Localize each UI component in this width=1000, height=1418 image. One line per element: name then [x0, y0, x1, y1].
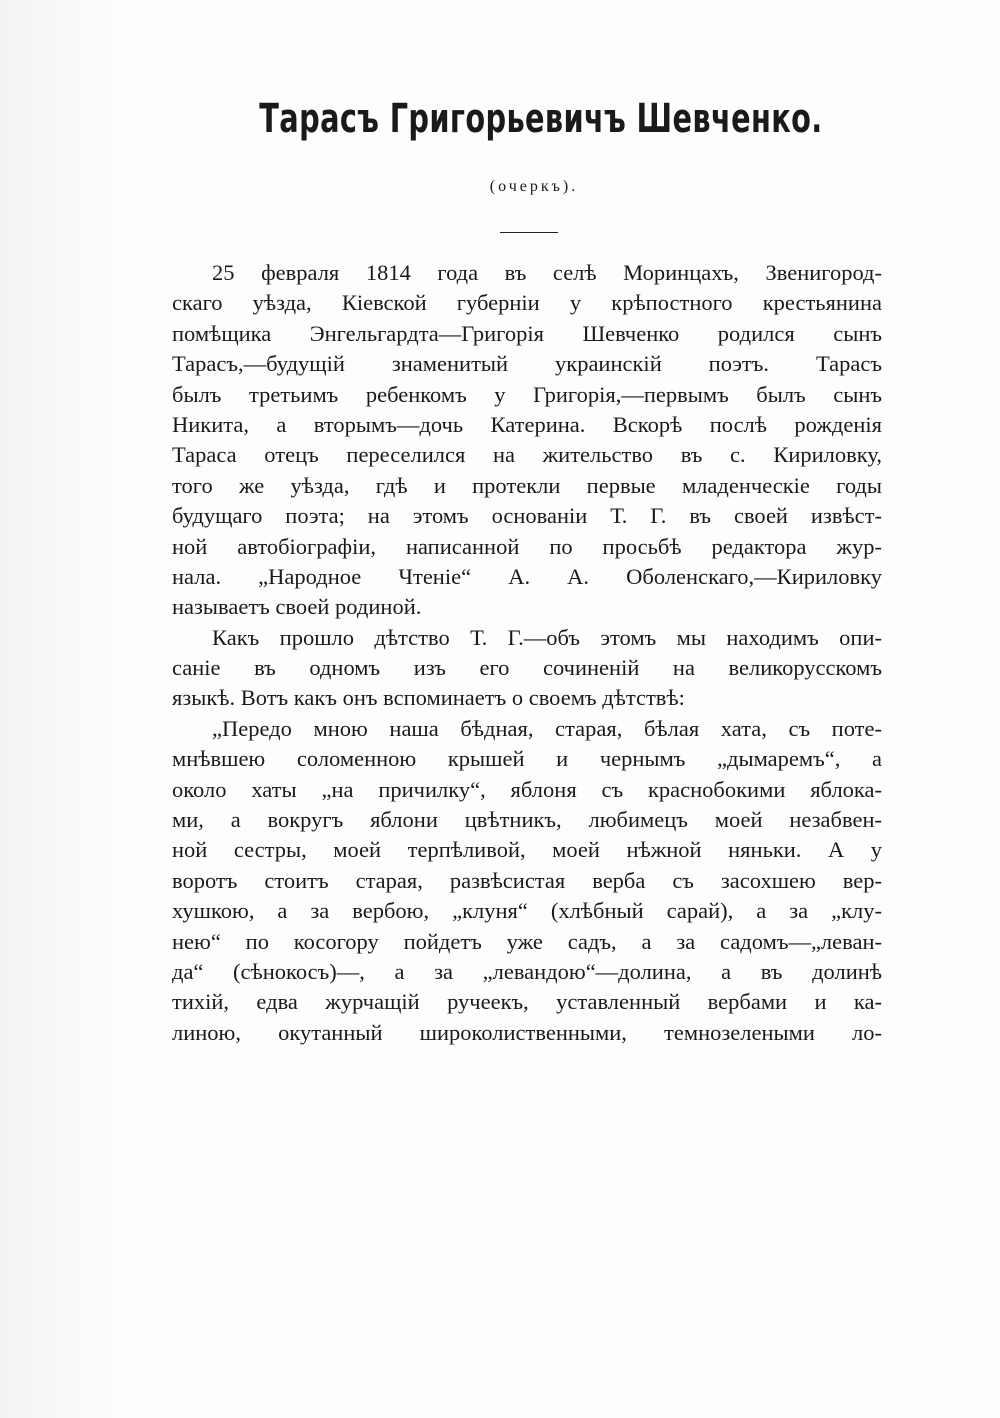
divider-rule: [500, 232, 558, 233]
text-line: ной сестры, моей терпѣливой, моей нѣжной няньки. А у: [172, 837, 882, 863]
page-subtitle: (очеркъ).: [489, 178, 579, 195]
text-line: Какъ прошло дѣтство Т. Г.—объ этомъ мы находимъ опи-: [212, 624, 882, 650]
page-shade: [0, 0, 120, 1418]
page-title: Тарасъ Григорьевичъ Шевченко.: [259, 96, 823, 142]
text-line: былъ третьимъ ребенкомъ у Григорія,—первымъ былъ сынъ: [172, 381, 882, 407]
text-line: Тарасъ,—будущій знаменитый украинскій поэтъ. Тарасъ: [172, 351, 882, 377]
text-line: линою, окутанный широколиственными, темнозелеными ло-: [172, 1019, 882, 1045]
text-line: помѣщика Энгельгардта—Григорія Шевченко родился сынъ: [172, 320, 882, 346]
text-line: ми, а вокругъ яблони цвѣтникъ, любимецъ моей незабвен-: [172, 807, 882, 833]
text-line: языкѣ. Вотъ какъ онъ вспоминаетъ о своемъ дѣтствѣ:: [172, 685, 685, 711]
text-line: да“ (сѣнокосъ)—, а за „левандою“—долина, а въ долинѣ: [172, 958, 882, 984]
text-line: Никита, а вторымъ—дочь Катерина. Вскорѣ послѣ рожденія: [172, 411, 882, 437]
text-line: нала. „Народное Чтеніе“ А. А. Оболенскаго,—Кириловку: [172, 563, 882, 589]
text-line: саніе въ одномъ изъ его сочиненій на великорусскомъ: [172, 655, 882, 681]
text-line: тихій, едва журчащій ручеекъ, уставленный вербами и ка-: [172, 989, 882, 1015]
text-line: ной автобіографіи, написанной по просьбѣ редактора жур-: [172, 533, 882, 559]
text-line: Тараса отецъ переселился на жительство въ с. Кириловку,: [172, 442, 882, 468]
text-line: скаго уѣзда, Кіевской губерніи у крѣпостного крестьянина: [172, 290, 882, 316]
text-line: того же уѣзда, гдѣ и протекли первые младенческіе годы: [172, 472, 882, 498]
body-text: [172, 258, 882, 1048]
text-line: воротъ стоитъ старая, развѣсистая верба съ засохшею вер-: [172, 867, 882, 893]
text-line: „Передо мною наша бѣдная, старая, бѣлая хата, съ поте-: [212, 715, 882, 741]
text-line: мнѣвшею соломенною крышей и чернымъ „дымаремъ“, а: [172, 746, 882, 772]
text-line: называетъ своей родиной.: [172, 594, 422, 620]
paragraph-3: [172, 714, 882, 1048]
paragraph-2: [172, 623, 882, 714]
text-line: будущаго поэта; на этомъ основаніи Т. Г. въ своей извѣст-: [172, 503, 882, 529]
text-line: хушкою, а за вербою, „клуня“ (хлѣбный сарай), а за „клу-: [172, 898, 882, 924]
text-line: 25 февраля 1814 года въ селѣ Моринцахъ, Звенигород-: [212, 260, 882, 285]
text-line: около хаты „на причилку“, яблоня съ краснобокими яблока-: [172, 776, 882, 802]
text-line: нею“ по косогору пойдетъ уже садъ, а за садомъ—„леван-: [172, 928, 882, 954]
paragraph-1: [172, 258, 882, 623]
